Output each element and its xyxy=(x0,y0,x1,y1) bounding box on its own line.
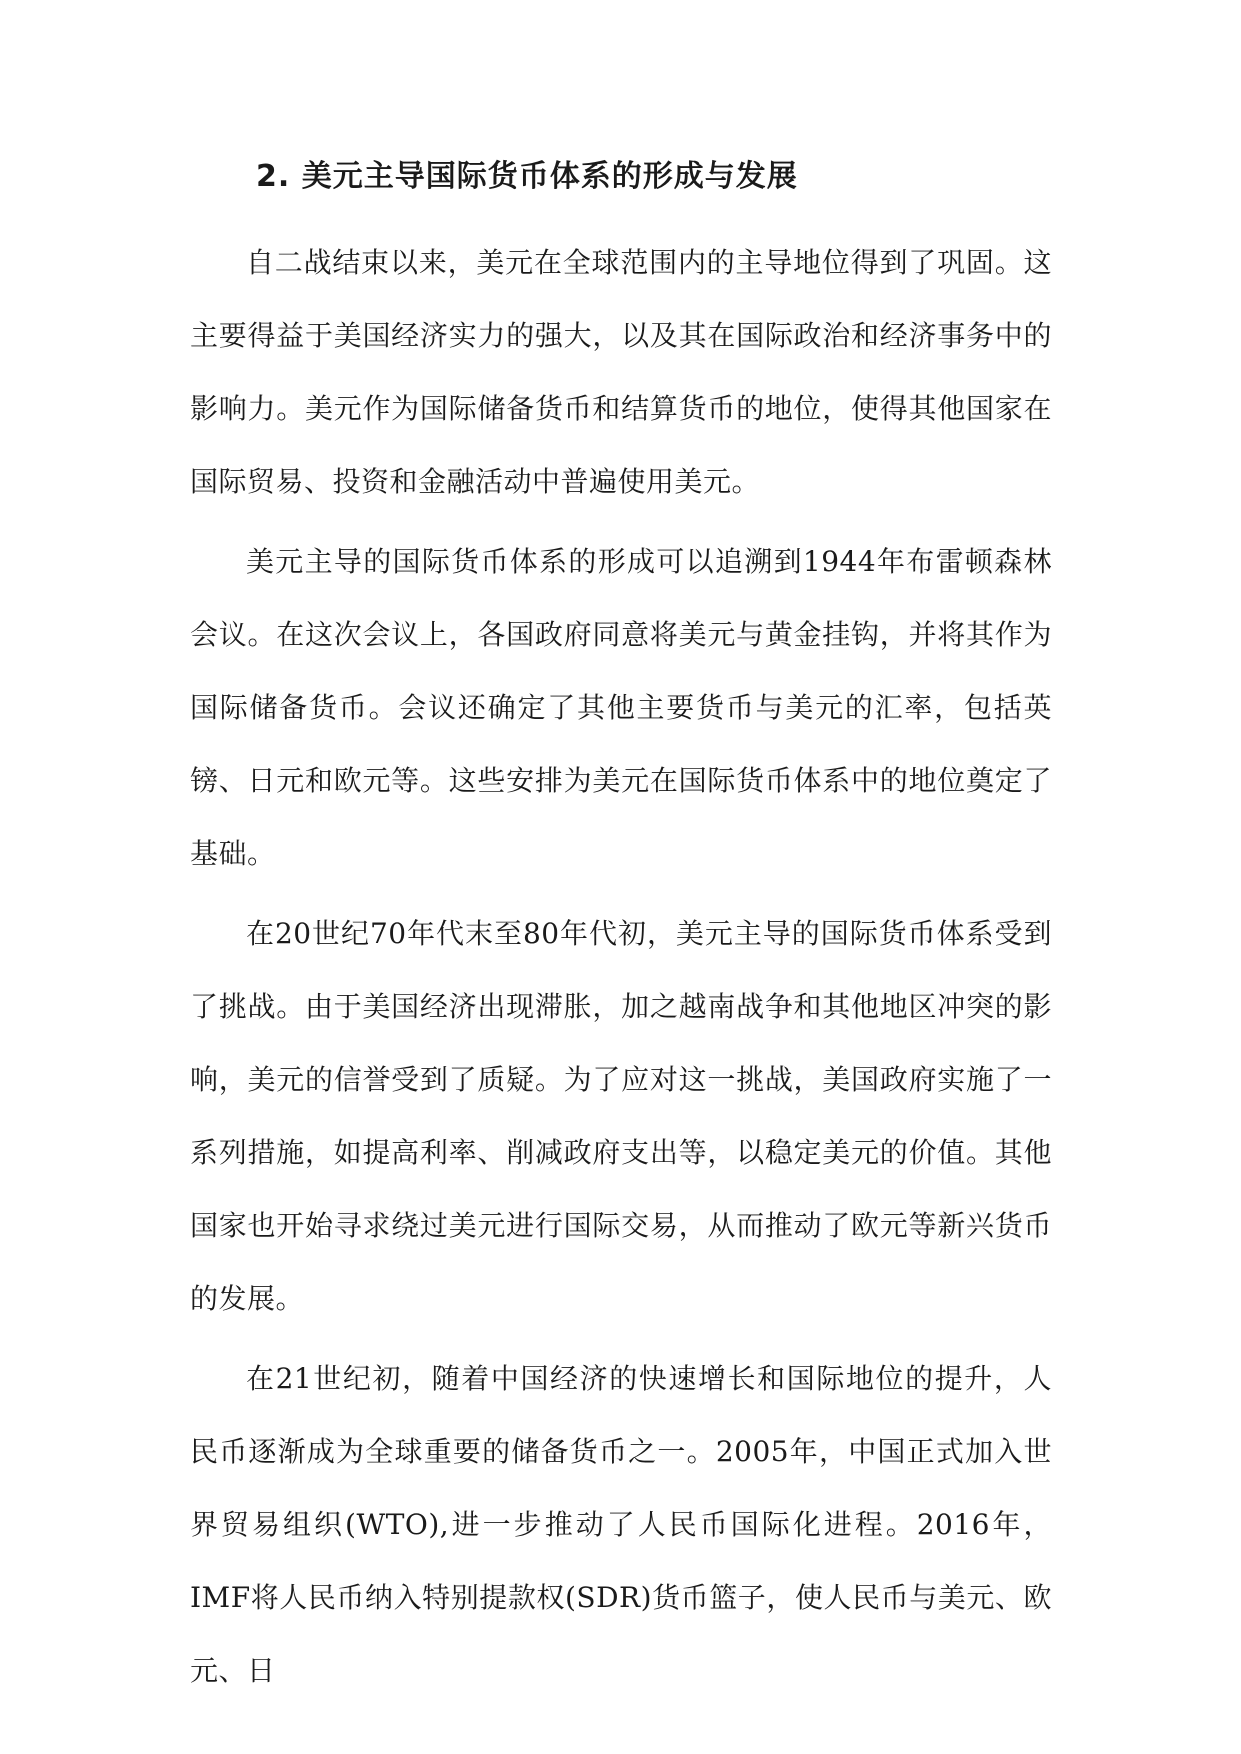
paragraph-4: 在21世纪初，随着中国经济的快速增长和国际地位的提升，人民币逐渐成为全球重要的储备货币之一。2005年，中国正式加入世界贸易组织(WTO),进一步推动了人民币国际化进程。2016年，IMF将人民币纳入特别提款权(SDR)货币篮子，使人民币与美元、欧元、日 xyxy=(190,1362,1052,1687)
paragraph-3: 在20世纪70年代末至80年代初，美元主导的国际货币体系受到了挑战。由于美国经济出现滞胀，加之越南战争和其他地区冲突的影响，美元的信誉受到了质疑。为了应对这一挑战，美国政府实施了一系列措施，如提高利率、削减政府支出等，以稳定美元的价值。其他国家也开始寻求绕过美元进行国际交易，从而推动了欧元等新兴货币的发展。 xyxy=(190,917,1052,1315)
document-body xyxy=(190,148,1052,1707)
section-heading: 2. 美元主导国际货币体系的形成与发展 xyxy=(256,159,798,194)
paragraph-2: 美元主导的国际货币体系的形成可以追溯到1944年布雷顿森林会议。在这次会议上，各国政府同意将美元与黄金挂钩，并将其作为国际储备货币。会议还确定了其他主要货币与美元的汇率，包括英镑、日元和欧元等。这些安排为美元在国际货币体系中的地位奠定了基础。 xyxy=(190,545,1052,870)
paragraph-1: 自二战结束以来，美元在全球范围内的主导地位得到了巩固。这主要得益于美国经济实力的强大，以及其在国际政治和经济事务中的影响力。美元作为国际储备货币和结算货币的地位，使得其他国家在国际贸易、投资和金融活动中普遍使用美元。 xyxy=(190,246,1052,498)
